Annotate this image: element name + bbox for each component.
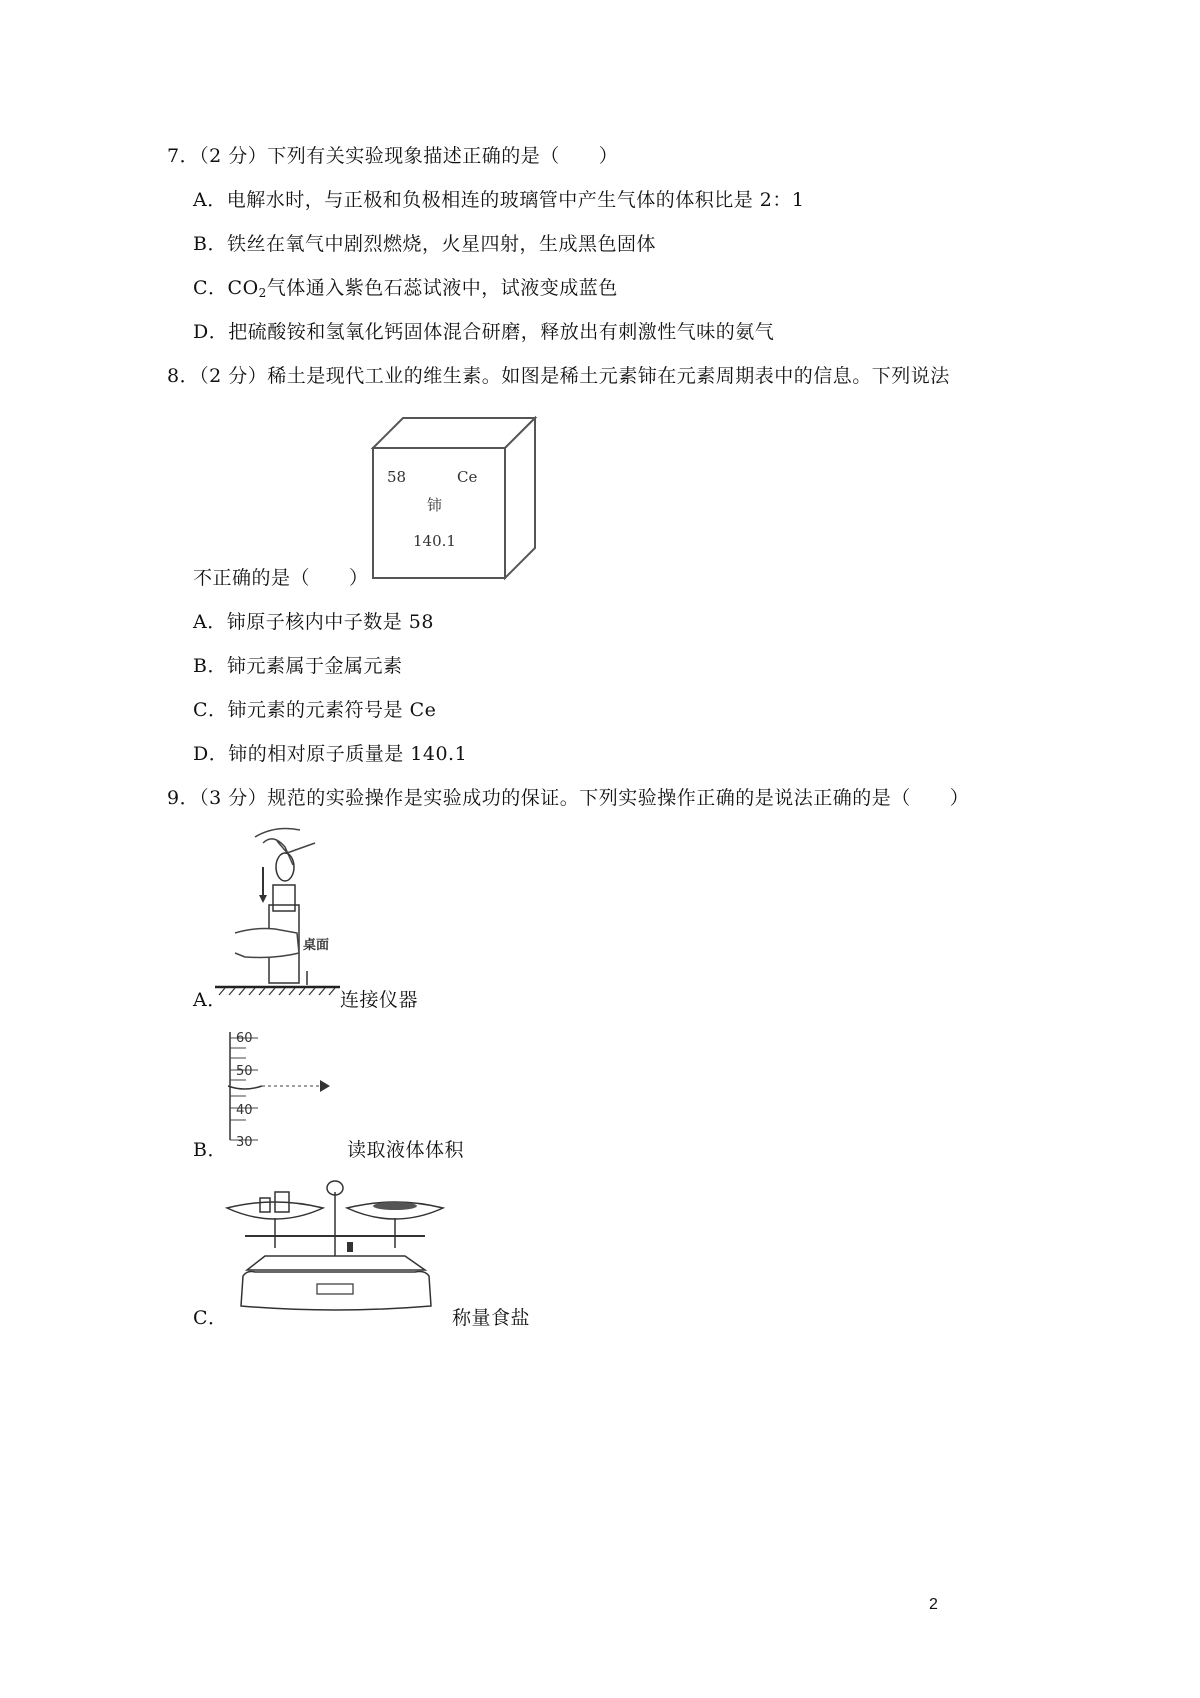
- q9-option-b-caption: 读取液体体积: [347, 1139, 465, 1161]
- q9-option-a-caption: 连接仪器: [340, 989, 419, 1011]
- q9-option-c-letter: C．: [193, 1307, 228, 1329]
- q9-option-b-letter: B．: [193, 1139, 227, 1161]
- desk-label: 桌面: [303, 938, 330, 953]
- q9-option-a-letter: A．: [193, 989, 227, 1011]
- graduated-cylinder-image: [220, 1028, 350, 1150]
- q9-stem: 9．（3 分）规范的实验操作是实验成功的保证。下列实验操作正确的是说法正确的是（ ）: [167, 787, 970, 809]
- balance-scale-image: [225, 1178, 450, 1328]
- tick-label-50: 50: [236, 1064, 253, 1079]
- q8-option-d: D．铈的相对原子质量是 140.1: [193, 743, 468, 765]
- q7-option-c: C．$CO_2$气体通入紫色石蕊试液中，试液变成蓝色: [193, 277, 618, 300]
- tick-label-60: 60: [236, 1031, 253, 1046]
- element-mass: 140.1: [413, 532, 456, 550]
- q7-option-a: A．电解水时，与正极和负极相连的玻璃管中产生气体的体积比是 2：1: [193, 189, 805, 211]
- element-cell-image: [365, 410, 545, 585]
- element-symbol: Ce: [457, 468, 478, 486]
- q7-option-b: B．铁丝在氧气中剧烈燃烧，火星四射，生成黑色固体: [193, 233, 656, 255]
- q8-option-a: A．铈原子核内中子数是 58: [193, 611, 434, 633]
- element-name: 铈: [427, 496, 443, 514]
- tick-label-40: 40: [236, 1103, 253, 1118]
- element-number: 58: [387, 468, 407, 486]
- connect-apparatus-image: [215, 825, 345, 1000]
- q7-stem: 7．（2 分）下列有关实验现象描述正确的是（ ）: [167, 145, 619, 167]
- q8-option-c: C．铈元素的元素符号是 Ce: [193, 699, 437, 721]
- q8-option-b: B．铈元素属于金属元素: [193, 655, 403, 677]
- q7-option-d: D．把硫酸铵和氢氧化钙固体混合研磨，释放出有刺激性气味的氨气: [193, 321, 775, 343]
- page-number: 2: [929, 1596, 938, 1613]
- q8-stem-line1: 8．（2 分）稀土是现代工业的维生素。如图是稀土元素铈在元素周期表中的信息。下列说法: [167, 365, 950, 387]
- q9-option-c-caption: 称量食盐: [452, 1307, 531, 1329]
- tick-label-30: 30: [236, 1135, 253, 1150]
- q8-stem-line2: 不正确的是（ ）: [193, 567, 369, 589]
